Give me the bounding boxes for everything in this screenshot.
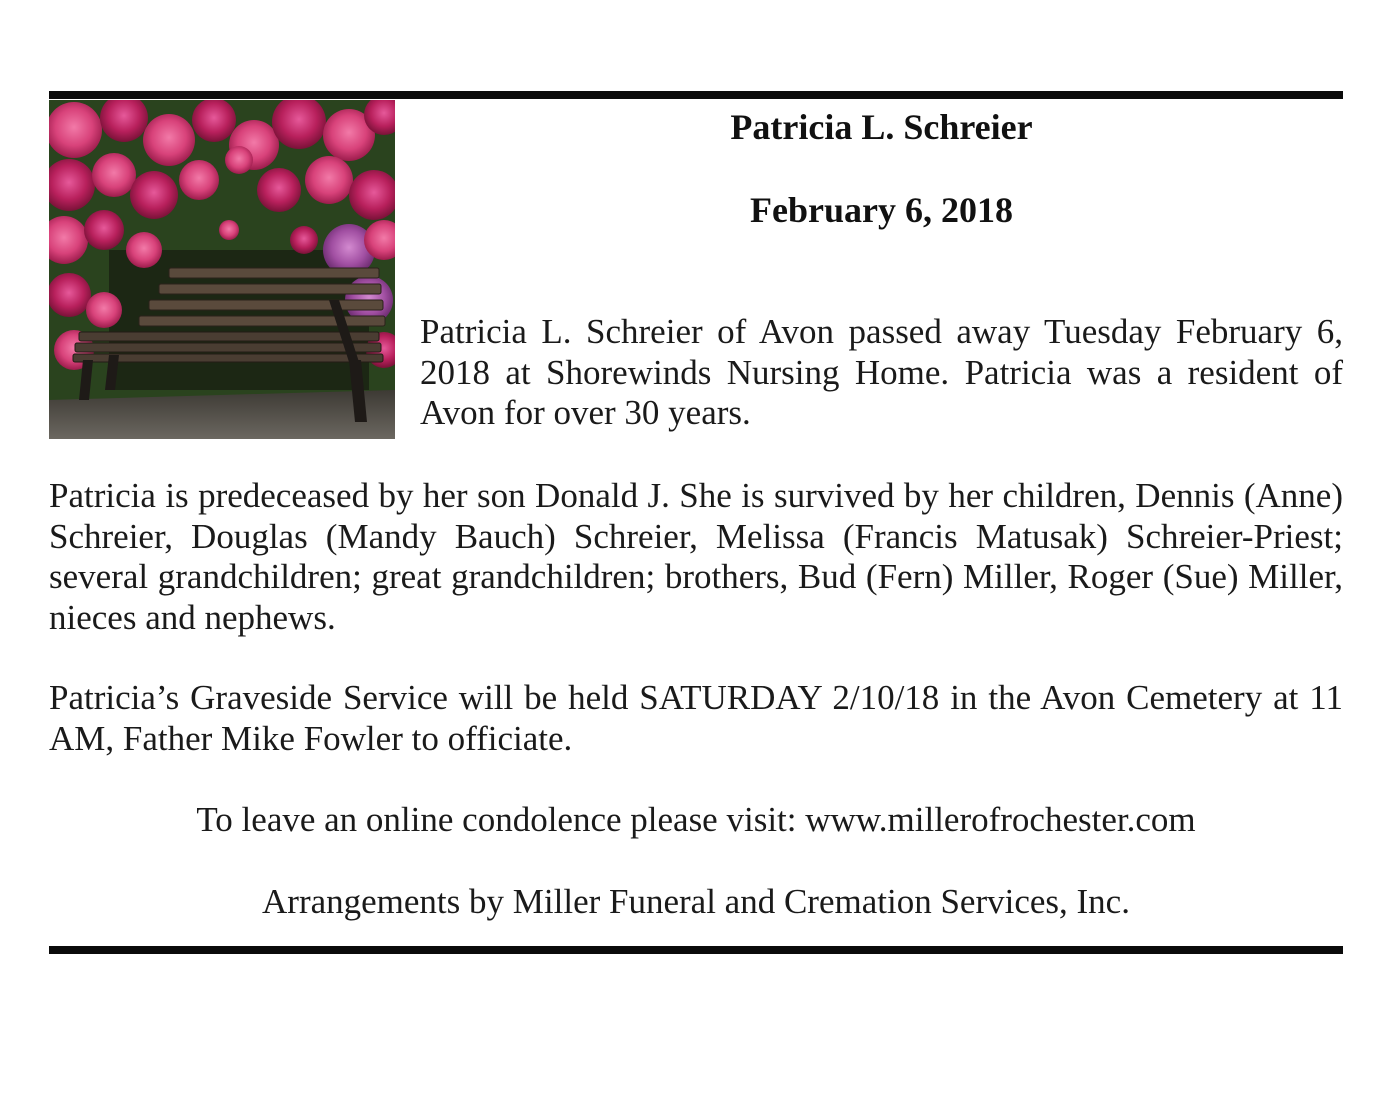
bench-flowers-photo (49, 100, 395, 439)
deceased-name: Patricia L. Schreier (730, 107, 1033, 147)
survivors-paragraph: Patricia is predeceased by her son Donald J. She is survived by her children, Dennis (Anne) Schreier, Douglas (Mandy Bauch) Schreier, Melissa (Francis Matusak) Schreier-Priest; several grandchildren; great grandchildren; brothers, Bud (Fern) Miller, Roger (Sue) Miller, nieces and nephews. (49, 476, 1343, 637)
intro-paragraph: Patricia L. Schreier of Avon passed away Tuesday February 6, 2018 at Shorewinds Nursing Home. Patricia was a resident of Avon for over 30 years. (420, 312, 1343, 432)
arrangements-line: Arrangements by Miller Funeral and Cremation Services, Inc. (262, 882, 1130, 921)
condolence-line: To leave an online condolence please visit: www.millerofrochester.com (196, 800, 1196, 839)
top-rule (49, 91, 1343, 99)
bottom-rule (49, 946, 1343, 954)
death-date: February 6, 2018 (750, 190, 1013, 230)
service-paragraph: Patricia’s Graveside Service will be held SATURDAY 2/10/18 in the Avon Cemetery at 11 AM, Father Mike Fowler to officiate. (49, 678, 1343, 758)
